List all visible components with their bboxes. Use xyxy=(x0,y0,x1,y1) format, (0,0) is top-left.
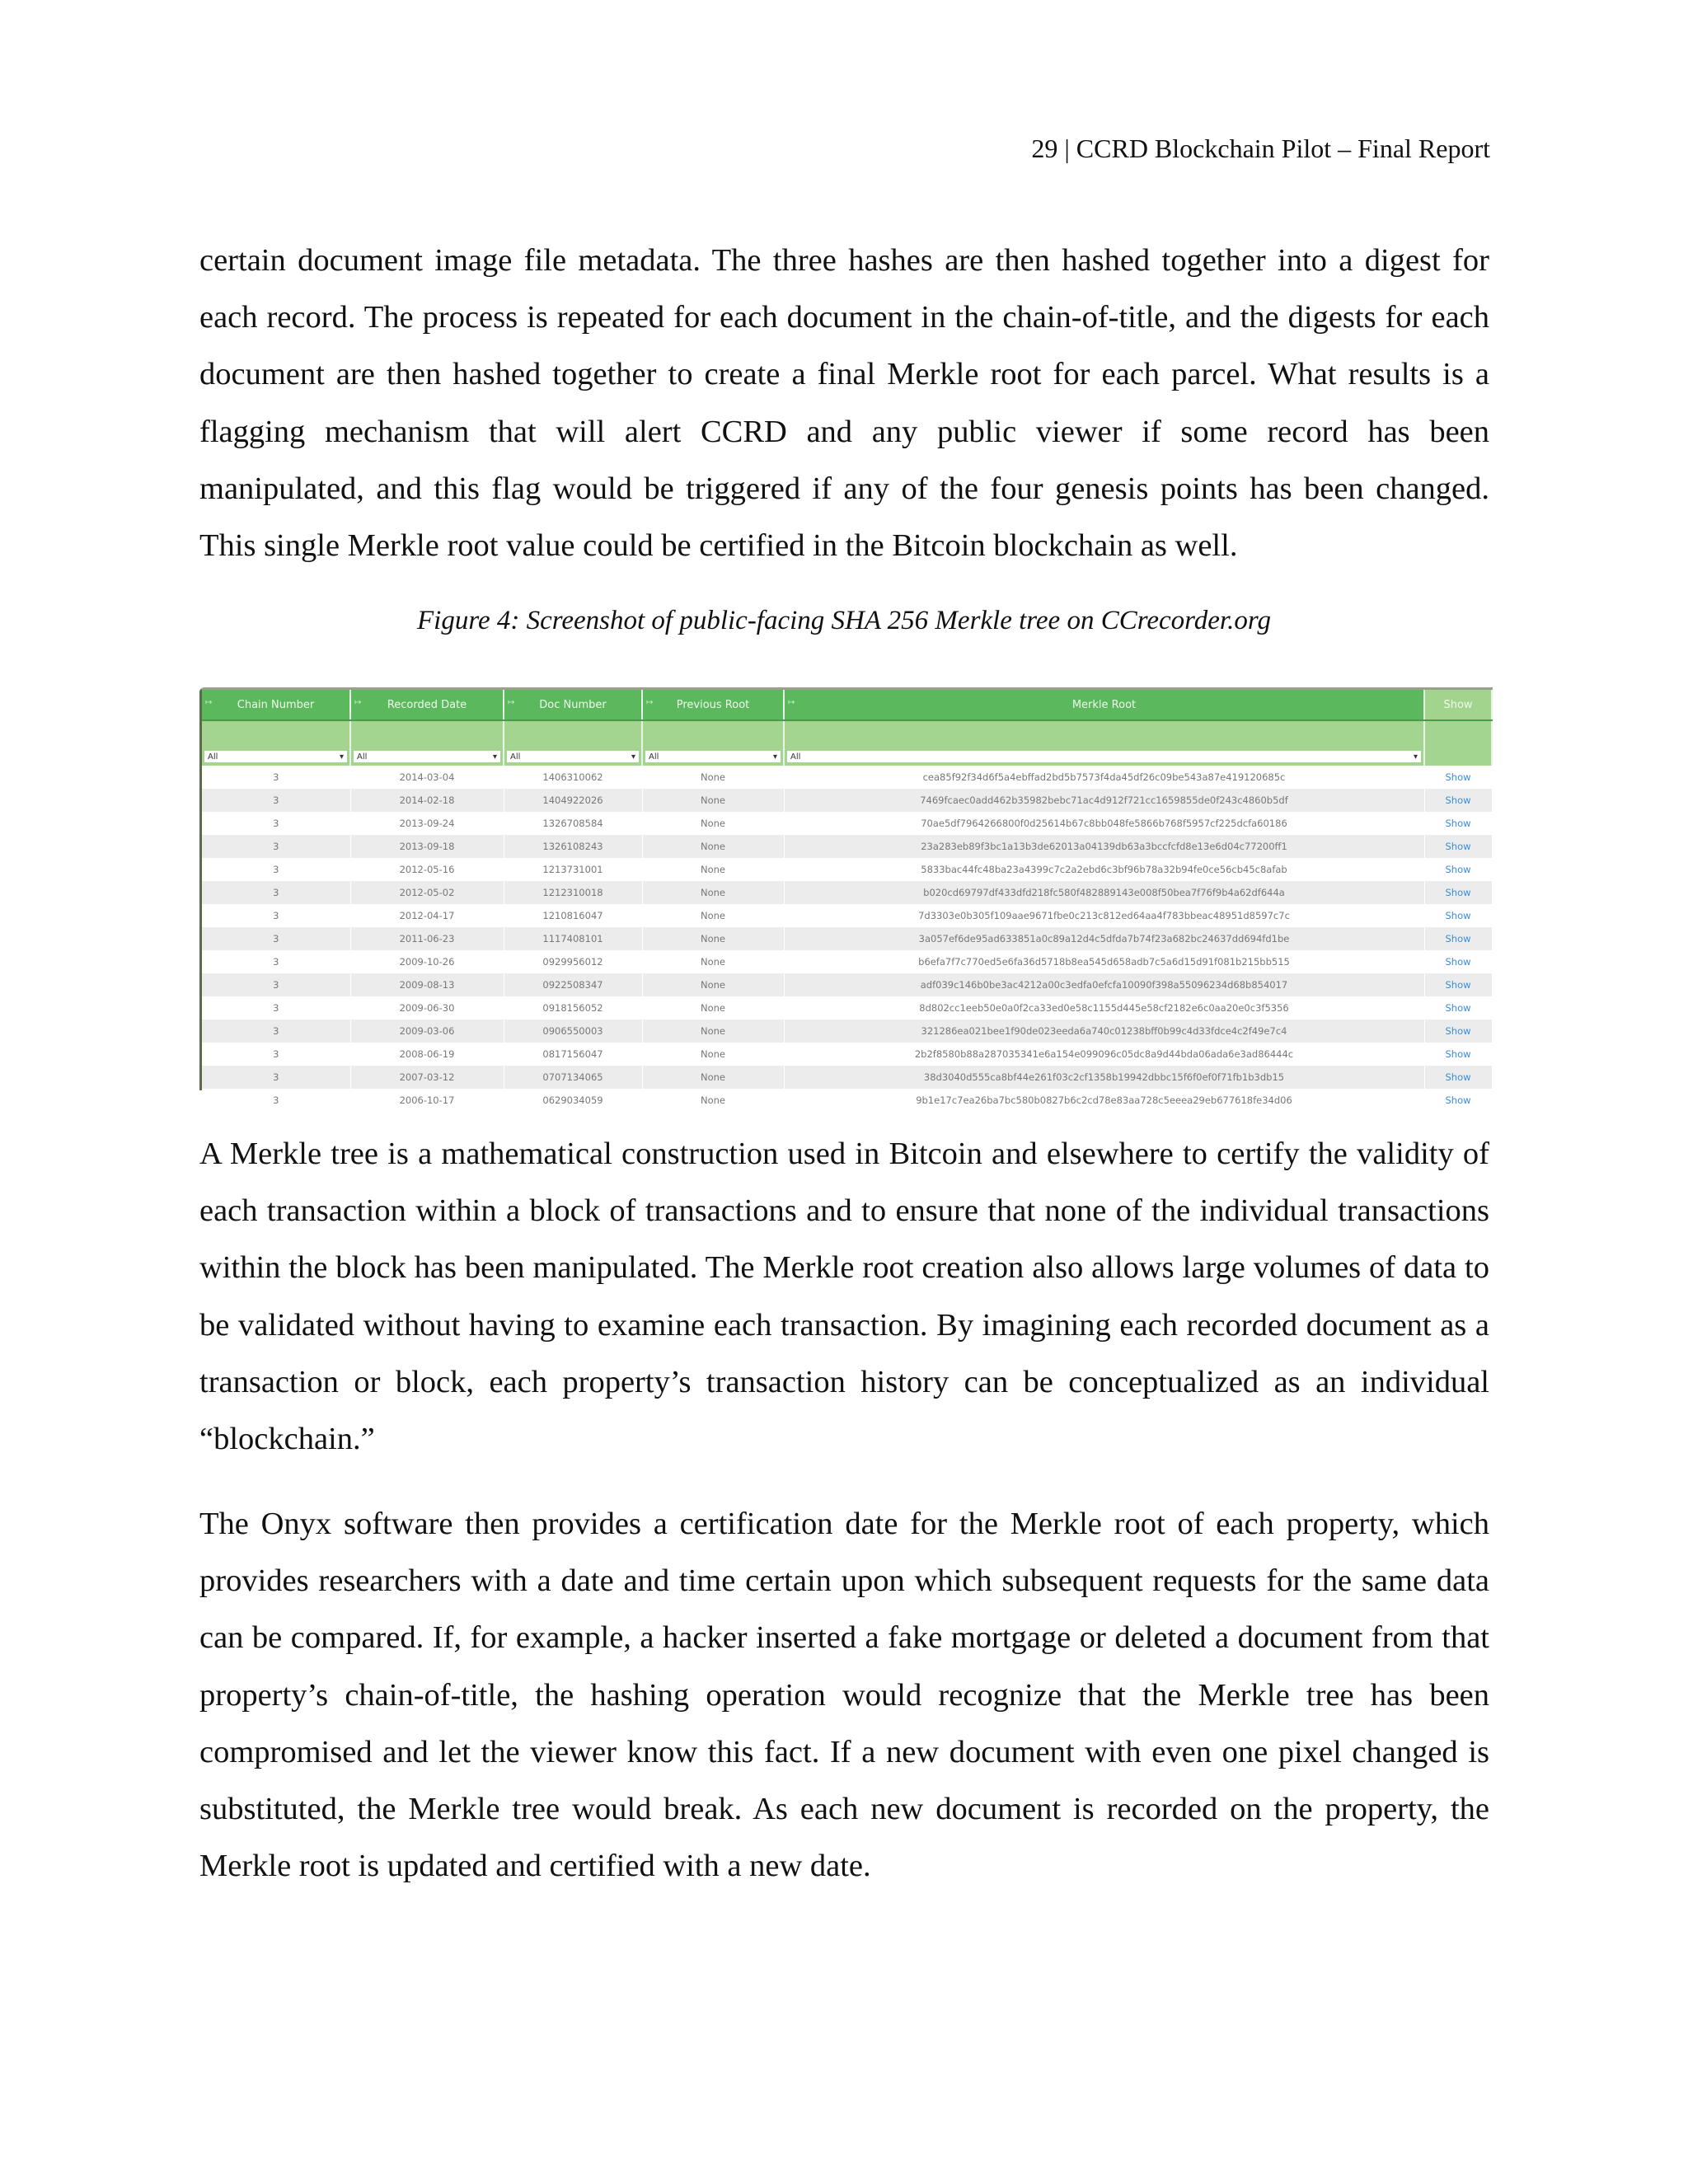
column-filter-select[interactable] xyxy=(354,751,500,762)
table-cell: 3 xyxy=(202,835,350,858)
show-link[interactable]: Show xyxy=(1445,1025,1471,1037)
column-header[interactable] xyxy=(350,690,504,720)
show-link[interactable]: Show xyxy=(1445,933,1471,944)
column-resize-icon[interactable]: ↦ xyxy=(205,698,213,707)
table-cell: 2009-06-30 xyxy=(350,996,504,1019)
table-cell: 3 xyxy=(202,1089,350,1112)
column-resize-icon[interactable]: ↦ xyxy=(646,698,654,707)
show-link[interactable]: Show xyxy=(1445,864,1471,875)
table-cell: 2009-03-06 xyxy=(350,1019,504,1043)
table-row xyxy=(202,1019,1492,1043)
column-filter-select[interactable] xyxy=(507,751,639,762)
paragraph-2: A Merkle tree is a mathematical construction used in Bitcoin and elsewhere to certify the validity of each transaction within a block of transactions and to ensure that none of the individual transactions within the block has been manipulated. The Merkle root creation also allows large volumes of data to be validated without having to examine each transaction. By imagining each recorded document as a transaction or block, each property’s transaction history can be conceptualized as an individual “blockchain.” xyxy=(199,1137,1489,1457)
column-resize-icon[interactable]: ↦ xyxy=(508,698,515,707)
column-filter-select[interactable] xyxy=(787,751,1421,762)
filter-cell xyxy=(350,720,504,766)
table-row xyxy=(202,1043,1492,1066)
table-cell: 1326108243 xyxy=(504,835,642,858)
merkle-tree-table-screenshot xyxy=(199,687,1493,1106)
table-cell: 3a057ef6de95ad633851a0c89a12d4c5dfda7b74f23a682bc24637dd694fd1be xyxy=(784,927,1424,950)
show-link[interactable]: Show xyxy=(1445,771,1471,783)
table-cell: None xyxy=(642,766,784,789)
table-cell: 2008-06-19 xyxy=(350,1043,504,1066)
table-row xyxy=(202,904,1492,927)
table-cell: 5833bac44fc48ba23a4399c7c2a2ebd6c3bf96b78a32b94fe0ce56cb45c8afab xyxy=(784,858,1424,881)
table-cell: 2013-09-24 xyxy=(350,812,504,835)
table-row xyxy=(202,812,1492,835)
table-cell: None xyxy=(642,904,784,927)
figure-caption: Figure 4: Screenshot of public-facing SHA 256 Merkle tree on CCrecorder.org xyxy=(417,606,1271,635)
table-cell: 1404922026 xyxy=(504,789,642,812)
show-link[interactable]: Show xyxy=(1445,887,1471,898)
table-row xyxy=(202,766,1492,789)
table-cell: None xyxy=(642,789,784,812)
table-row xyxy=(202,973,1492,996)
table-cell: 3 xyxy=(202,766,350,789)
table-cell: None xyxy=(642,1043,784,1066)
filter-value: All xyxy=(510,752,521,762)
table-cell: 2013-09-18 xyxy=(350,835,504,858)
table-cell: 0922508347 xyxy=(504,973,642,996)
column-resize-icon[interactable]: ↦ xyxy=(354,698,362,707)
table-cell: None xyxy=(642,812,784,835)
table-cell: 1212310018 xyxy=(504,881,642,904)
table-cell: None xyxy=(642,1089,784,1112)
table-body xyxy=(202,766,1492,1112)
table-row xyxy=(202,1089,1492,1112)
table-cell: 7d3303e0b305f109aae9671fbe0c213c812ed64aa4f783bbeac48951d8597c7c xyxy=(784,904,1424,927)
show-cell xyxy=(1424,766,1492,789)
table-cell: 3 xyxy=(202,1043,350,1066)
table-cell: 3 xyxy=(202,1019,350,1043)
table-cell: 3 xyxy=(202,973,350,996)
table-cell: 321286ea021bee1f90de023eeda6a740c01238bff0b99c4d33fdce4c2f49e7c4 xyxy=(784,1019,1424,1043)
show-link[interactable]: Show xyxy=(1445,910,1471,921)
table-cell: 3 xyxy=(202,996,350,1019)
show-cell xyxy=(1424,973,1492,996)
filter-value: All xyxy=(790,752,801,762)
table-cell: 23a283eb89f3bc1a13b3de62013a04139db63a3bccfcfd8e13e6d04c77200ff1 xyxy=(784,835,1424,858)
show-cell xyxy=(1424,858,1492,881)
table-cell: 2009-08-13 xyxy=(350,973,504,996)
table-cell: 2012-05-02 xyxy=(350,881,504,904)
table-cell: 9b1e17c7ea26ba7bc580b0827b6c2cd78e83aa728c5eeea29eb677618fe34d06 xyxy=(784,1089,1424,1112)
table-header-row xyxy=(202,690,1492,720)
column-filter-select[interactable] xyxy=(645,751,781,762)
table-cell: 3 xyxy=(202,858,350,881)
table-cell: 0629034059 xyxy=(504,1089,642,1112)
table-cell: b6efa7f7c770ed5e6fa36d5718b8ea545d658adb7c5a6d15d91f081b215bb515 xyxy=(784,950,1424,973)
table-cell: 3 xyxy=(202,950,350,973)
column-header-label: Recorded Date xyxy=(387,698,467,711)
table-cell: 0817156047 xyxy=(504,1043,642,1066)
table-row xyxy=(202,1066,1492,1089)
table-cell: None xyxy=(642,835,784,858)
table-cell: 2011-06-23 xyxy=(350,927,504,950)
table-cell: 8d802cc1eeb50e0a0f2ca33ed0e58c1155d445e58cf2182e6c0aa20e0c3f5356 xyxy=(784,996,1424,1019)
table-cell: None xyxy=(642,1019,784,1043)
column-header[interactable] xyxy=(642,690,784,720)
merkle-table xyxy=(202,690,1493,1112)
table-row xyxy=(202,927,1492,950)
filter-cell xyxy=(1424,720,1492,766)
column-header[interactable] xyxy=(202,690,350,720)
show-cell xyxy=(1424,1089,1492,1112)
table-cell: 7469fcaec0add462b35982bebc71ac4d912f721cc1659855de0f243c4860b5df xyxy=(784,789,1424,812)
table-cell: 2b2f8580b88a287035341e6a154e099096c05dc8a9d44bda06ada6e3ad86444c xyxy=(784,1043,1424,1066)
paragraph-1: certain document image file metadata. The three hashes are then hashed together into a digest for each record. The process is repeated for each document in the chain-of-title, and the digests for each document are then hashed together to create a final Merkle root for each parcel. What results is a flagging mechanism that will alert CCRD and any public viewer if some record has been manipulated, and this flag would be triggered if any of the four genesis points has been changed. This single Merkle root value could be certified in the Bitcoin blockchain as well. xyxy=(199,243,1489,564)
table-cell: 70ae5df7964266800f0d25614b67c8bb048fe5866b768f5957cf225dcfa60186 xyxy=(784,812,1424,835)
show-link[interactable]: Show xyxy=(1445,818,1471,829)
table-cell: 0929956012 xyxy=(504,950,642,973)
dropdown-arrow-icon[interactable]: ▾ xyxy=(1413,752,1418,762)
show-link[interactable]: Show xyxy=(1445,1002,1471,1014)
paragraph-3: The Onyx software then provides a certification date for the Merkle root of each property, which provides researchers with a date and time certain upon which subsequent requests for the same data can be compared. If, for example, a hacker inserted a fake mortgage or deleted a document from that property’s chain-of-title, the hashing operation would recognize that the Merkle tree has been compromised and let the viewer know this fact. If a new document with even one pixel changed is substituted, the Merkle tree would break. As each new document is recorded on the property, the Merkle root is updated and certified with a new date. xyxy=(199,1507,1489,1884)
show-link[interactable]: Show xyxy=(1445,956,1471,968)
column-header-label: Show xyxy=(1443,698,1473,711)
column-header-label: Doc Number xyxy=(539,698,607,711)
column-header[interactable] xyxy=(1424,690,1492,720)
dropdown-arrow-icon[interactable]: ▾ xyxy=(492,752,497,762)
show-cell xyxy=(1424,927,1492,950)
table-row xyxy=(202,881,1492,904)
show-cell xyxy=(1424,812,1492,835)
table-cell: 2012-05-16 xyxy=(350,858,504,881)
show-cell xyxy=(1424,881,1492,904)
table-cell: 3 xyxy=(202,904,350,927)
filter-value: All xyxy=(208,752,218,762)
table-row xyxy=(202,835,1492,858)
table-cell: None xyxy=(642,950,784,973)
filter-value: All xyxy=(649,752,659,762)
table-row xyxy=(202,950,1492,973)
column-header[interactable] xyxy=(504,690,642,720)
table-cell: None xyxy=(642,858,784,881)
table-cell: 1117408101 xyxy=(504,927,642,950)
table-cell: 2006-10-17 xyxy=(350,1089,504,1112)
filter-cell xyxy=(202,720,350,766)
show-link[interactable]: Show xyxy=(1445,979,1471,991)
table-cell: None xyxy=(642,973,784,996)
table-cell: None xyxy=(642,1066,784,1089)
table-cell: 3 xyxy=(202,789,350,812)
column-header-label: Chain Number xyxy=(237,698,315,711)
show-cell xyxy=(1424,996,1492,1019)
show-link[interactable]: Show xyxy=(1445,841,1471,852)
table-cell: 2007-03-12 xyxy=(350,1066,504,1089)
table-cell: 1406310062 xyxy=(504,766,642,789)
table-cell: 2009-10-26 xyxy=(350,950,504,973)
table-cell: 1210816047 xyxy=(504,904,642,927)
show-link[interactable]: Show xyxy=(1445,1094,1471,1106)
dropdown-arrow-icon[interactable]: ▾ xyxy=(772,752,777,762)
table-cell: 3 xyxy=(202,1066,350,1089)
column-resize-icon[interactable]: ↦ xyxy=(788,698,795,707)
table-cell: 2014-03-04 xyxy=(350,766,504,789)
table-row xyxy=(202,789,1492,812)
show-cell xyxy=(1424,835,1492,858)
table-row xyxy=(202,996,1492,1019)
table-cell: 0918156052 xyxy=(504,996,642,1019)
filter-value: All xyxy=(357,752,368,762)
table-cell: b020cd69797df433dfd218fc580f482889143e008f50bea7f76f9b4a62df644a xyxy=(784,881,1424,904)
filter-cell xyxy=(642,720,784,766)
column-filter-select[interactable] xyxy=(204,751,347,762)
table-cell: adf039c146b0be3ac4212a00c3edfa0efcfa10090f398a55096234d68b854017 xyxy=(784,973,1424,996)
page-header: 29 | CCRD Blockchain Pilot – Final Report xyxy=(1031,134,1490,163)
show-cell xyxy=(1424,950,1492,973)
show-cell xyxy=(1424,789,1492,812)
table-cell: 2012-04-17 xyxy=(350,904,504,927)
filter-cell xyxy=(504,720,642,766)
column-header-label: Merkle Root xyxy=(1071,698,1137,711)
show-cell xyxy=(1424,1066,1492,1089)
table-cell: None xyxy=(642,996,784,1019)
column-header-label: Previous Root xyxy=(676,698,750,711)
show-cell xyxy=(1424,904,1492,927)
table-row xyxy=(202,858,1492,881)
table-cell: cea85f92f34d6f5a4ebffad2bd5b7573f4da45df26c09be543a87e419120685c xyxy=(784,766,1424,789)
dropdown-arrow-icon[interactable]: ▾ xyxy=(631,752,635,762)
table-cell: 38d3040d555ca8bf44e261f03c2cf1358b19942dbbc15f6f0ef0f71fb1b3db15 xyxy=(784,1066,1424,1089)
column-header[interactable] xyxy=(784,690,1424,720)
show-link[interactable]: Show xyxy=(1445,1071,1471,1083)
table-cell: None xyxy=(642,927,784,950)
table-cell: 1326708584 xyxy=(504,812,642,835)
show-link[interactable]: Show xyxy=(1445,794,1471,806)
filter-cell xyxy=(784,720,1424,766)
filter-row xyxy=(202,720,1492,766)
show-cell xyxy=(1424,1019,1492,1043)
table-cell: 0906550003 xyxy=(504,1019,642,1043)
table-cell: 3 xyxy=(202,812,350,835)
show-cell xyxy=(1424,1043,1492,1066)
table-cell: 0707134065 xyxy=(504,1066,642,1089)
dropdown-arrow-icon[interactable]: ▾ xyxy=(339,752,344,762)
table-cell: 3 xyxy=(202,881,350,904)
table-cell: 3 xyxy=(202,927,350,950)
show-link[interactable]: Show xyxy=(1445,1048,1471,1060)
table-cell: None xyxy=(642,881,784,904)
table-cell: 2014-02-18 xyxy=(350,789,504,812)
table-cell: 1213731001 xyxy=(504,858,642,881)
